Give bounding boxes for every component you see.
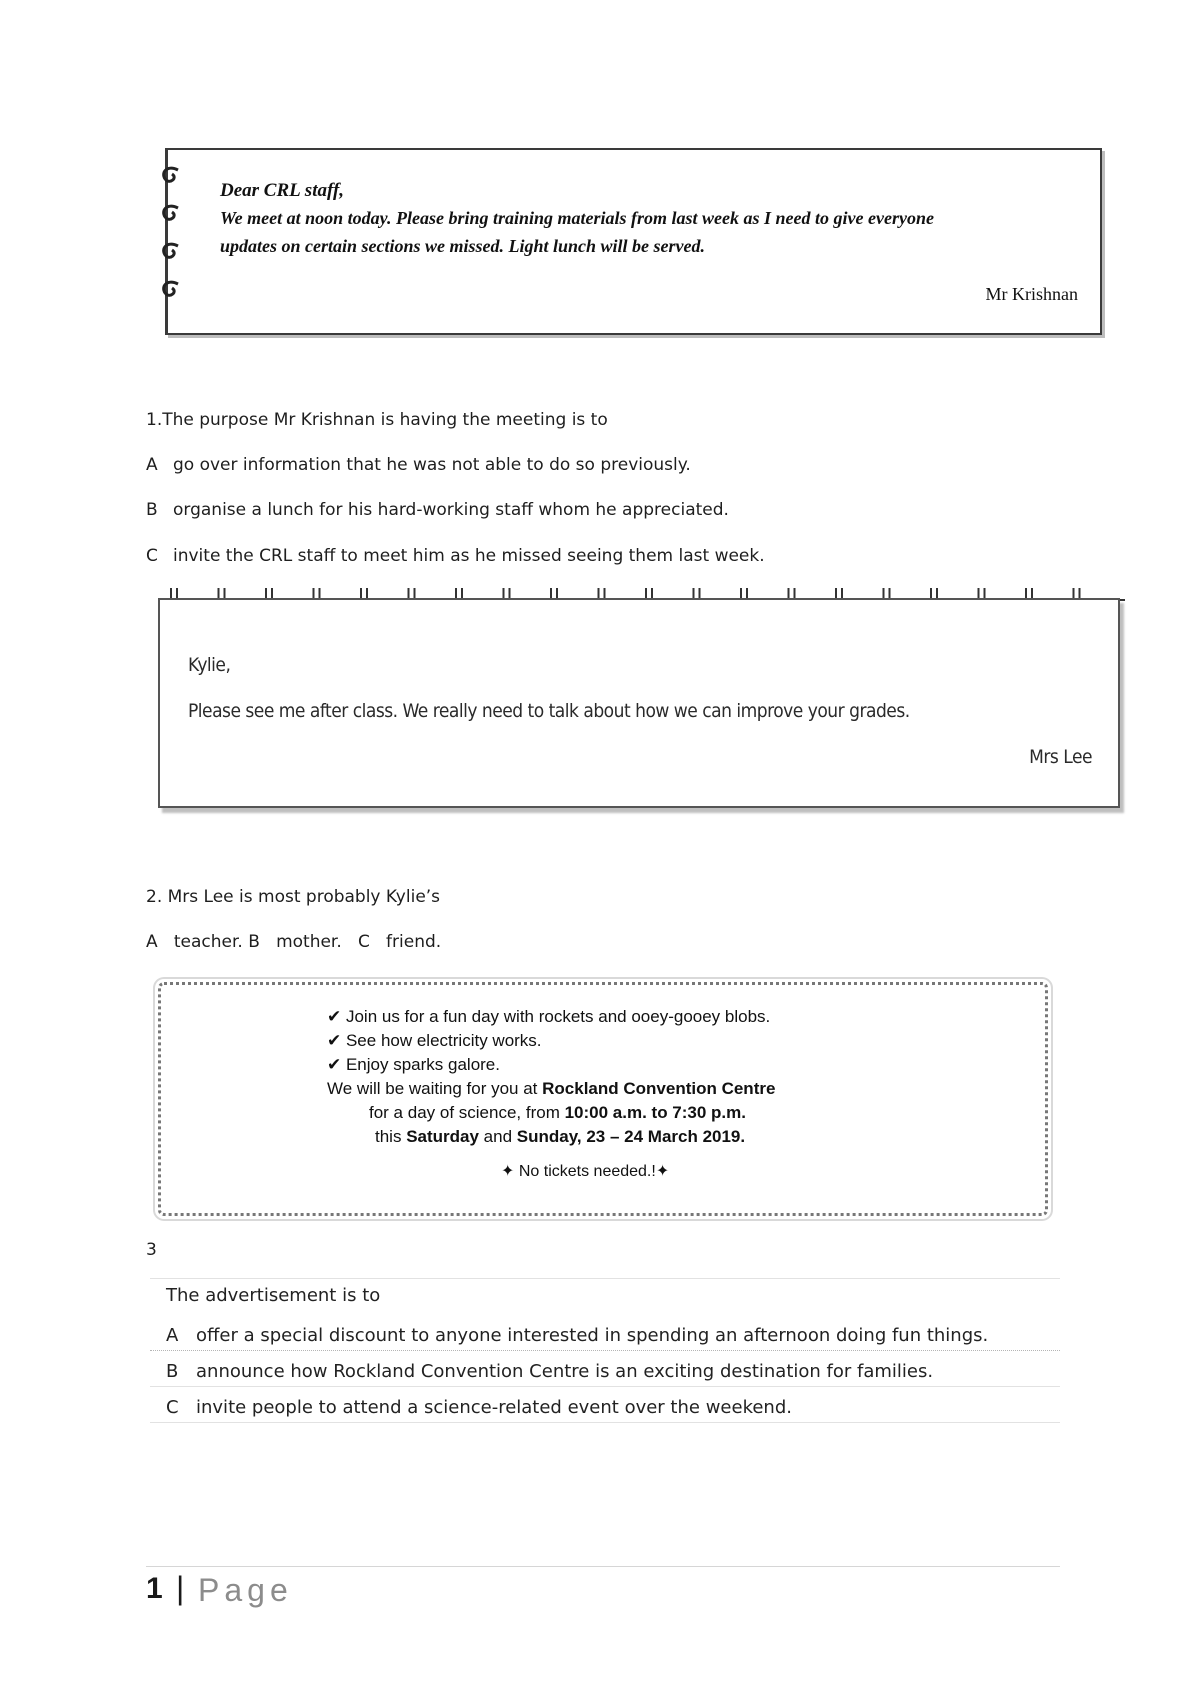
question-3-option-a-letter: A — [166, 1325, 179, 1346]
advert-bullet-2: ✔ See how electricity works. — [327, 1031, 542, 1050]
note-body: Please see me after class. We really need to talk about how we can improve your grades. — [188, 700, 910, 722]
advert-bullet-1: ✔ Join us for a fun day with rockets and ooey-gooey blobs. — [327, 1007, 771, 1026]
question-3-number: 3 — [146, 1240, 157, 1260]
advert-date-and: and — [478, 1127, 517, 1146]
memo-line-1: We meet at noon today. Please bring training materials from last week as I need to give everyone — [220, 208, 934, 228]
advert-time-prefix: for a day of science, from — [369, 1103, 565, 1122]
memo-greeting: Dear CRL staff, — [220, 180, 345, 201]
question-1-option-a-letter: A — [146, 455, 158, 475]
advert-day-saturday: Saturday — [406, 1127, 479, 1146]
advert-time-line — [369, 1103, 746, 1123]
question-3-option-c-letter: C — [166, 1397, 179, 1418]
spiral-ring-icon — [158, 202, 182, 226]
advert-tickets-note: ✦ No tickets needed.!✦ — [501, 1163, 670, 1180]
advert-time: 10:00 a.m. to 7:30 p.m. — [564, 1103, 746, 1122]
science-event-advertisement — [158, 982, 1048, 1216]
note-greeting: Kylie, — [188, 654, 231, 676]
note-signature: Mrs Lee — [1029, 746, 1092, 768]
question-3-option-b-letter: B — [166, 1361, 179, 1382]
spiral-ring-icon — [158, 240, 182, 264]
advert-date: , 23 – 24 March 2019. — [576, 1127, 746, 1146]
advert-venue-line — [327, 1079, 775, 1099]
page-number: 1 — [146, 1572, 163, 1605]
spiral-ring-icon — [158, 278, 182, 302]
question-1-option-c-letter: C — [146, 546, 158, 566]
staff-memo-note — [165, 148, 1102, 335]
advert-bullet-3: ✔ Enjoy sparks galore. — [327, 1055, 500, 1074]
advert-venue-prefix: We will be waiting for you at — [327, 1079, 543, 1098]
footer-divider — [146, 1566, 1060, 1567]
question-2-stem: 2. Mrs Lee is most probably Kylie’s — [146, 887, 441, 907]
advert-date-prefix: this — [375, 1127, 407, 1146]
question-1-option-b-letter: B — [146, 500, 158, 520]
question-3-option-b: announce how Rockland Convention Centre is an exciting destination for families. — [196, 1361, 934, 1382]
divider — [150, 1350, 1060, 1351]
page-separator: | — [176, 1570, 185, 1606]
advert-date-line — [375, 1127, 745, 1147]
question-3-option-c: invite people to attend a science-related event over the weekend. — [196, 1397, 792, 1418]
memo-line-2: updates on certain sections we missed. Light lunch will be served. — [220, 236, 706, 256]
teacher-note — [158, 598, 1120, 808]
question-1-option-b: organise a lunch for his hard-working staff whom he appreciated. — [173, 500, 729, 520]
question-1-option-a: go over information that he was not able to do so previously. — [173, 455, 691, 475]
memo-signature: Mr Krishnan — [985, 284, 1078, 304]
question-3-option-a: offer a special discount to anyone interested in spending an afternoon doing fun things. — [196, 1325, 989, 1346]
divider — [150, 1386, 1060, 1387]
advert-day-sunday: Sunday — [516, 1127, 577, 1146]
question-1-stem: 1.The purpose Mr Krishnan is having the meeting is to — [146, 410, 608, 430]
question-2-options: A teacher. B mother. C friend. — [146, 932, 442, 952]
question-1-option-c: invite the CRL staff to meet him as he missed seeing them last week. — [173, 546, 765, 566]
divider — [150, 1422, 1060, 1423]
question-3-stem: The advertisement is to — [166, 1285, 381, 1306]
spiral-ring-icon — [158, 164, 182, 188]
divider — [150, 1278, 1060, 1279]
advert-venue: Rockland Convention Centre — [542, 1079, 776, 1098]
page-label: Page — [198, 1572, 293, 1608]
